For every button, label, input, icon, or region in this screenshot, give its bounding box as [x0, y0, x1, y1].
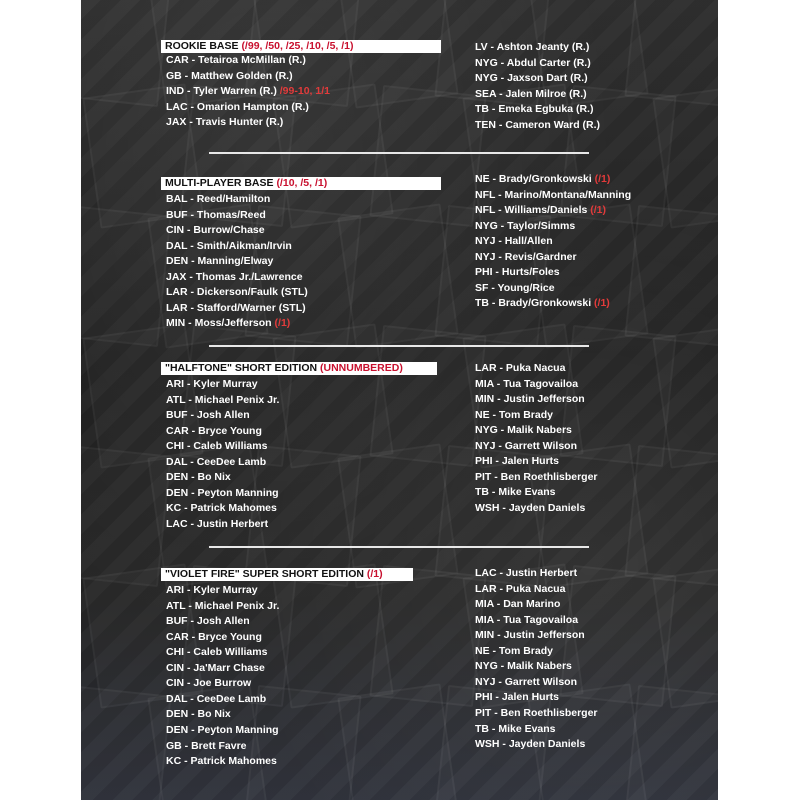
checklist-entry-print-run: (/1) — [274, 317, 291, 330]
checklist-entry — [166, 439, 267, 455]
checklist-entry — [475, 361, 565, 377]
checklist-entry — [475, 423, 572, 439]
checklist-entry-text: LAR - Dickerson/Faulk (STL) — [166, 286, 308, 299]
background-card-image — [624, 205, 718, 347]
checklist-entry-text: CIN - Ja'Marr Chase — [166, 661, 265, 674]
checklist-entry-text: CHI - Caleb Williams — [166, 440, 268, 453]
section-header — [161, 177, 441, 190]
checklist-entry — [166, 455, 266, 471]
checklist-entry — [475, 644, 553, 660]
checklist-entry — [475, 219, 575, 235]
checklist-entry — [475, 87, 587, 103]
checklist-entry-text: LAR - Puka Nacua — [475, 362, 566, 374]
checklist-entry — [166, 53, 306, 69]
checklist-entry-text: IND - Tyler Warren (R.) — [166, 85, 280, 98]
checklist-entry-text: MIN - Moss/Jefferson — [166, 317, 275, 330]
checklist-entry — [475, 706, 598, 722]
checklist-entry-text: JAX - Thomas Jr./Lawrence — [166, 270, 303, 283]
checklist-entry-text: NYG - Jaxson Dart (R.) — [475, 72, 588, 85]
checklist-entry — [166, 599, 279, 615]
checklist-entry — [166, 630, 262, 646]
checklist-entry — [475, 613, 578, 629]
checklist-entry — [166, 754, 277, 770]
checklist-entry — [166, 223, 265, 239]
checklist-entry-text: PHI - Jalen Hurts — [475, 455, 560, 468]
checklist-entry — [166, 614, 250, 630]
checklist-entry — [475, 265, 560, 281]
checklist-entry-text: BAL - Reed/Hamilton — [166, 193, 271, 205]
checklist-entry — [475, 659, 572, 675]
checklist-entry-text: DAL - CeeDee Lamb — [166, 692, 267, 705]
checklist-entry — [475, 40, 589, 56]
checklist-entry — [166, 408, 250, 424]
checklist-entry — [475, 454, 559, 470]
checklist-entry — [475, 250, 577, 266]
checklist-entry-print-run: (/1) — [594, 297, 610, 310]
checklist-entry — [166, 739, 247, 755]
checklist-entry — [475, 439, 577, 455]
background-card-image — [624, 685, 718, 800]
checklist-entry-print-run: /99-10, 1/1 — [279, 85, 330, 98]
checklist-entry — [166, 69, 293, 85]
checklist-entry-text: ATL - Michael Penix Jr. — [166, 393, 280, 406]
checklist-entry — [166, 707, 231, 723]
checklist-entry — [166, 377, 258, 393]
checklist-entry-text: ARI - Kyler Murray — [166, 378, 258, 390]
section-header — [161, 40, 441, 53]
background-card-image — [624, 445, 718, 587]
checklist-entry-text: CAR - Bryce Young — [166, 424, 262, 437]
checklist-entry-text: DEN - Bo Nix — [166, 708, 231, 721]
checklist-entry-text: NE - Tom Brady — [475, 408, 553, 421]
checklist-entry-text: DEN - Manning/Elway — [166, 255, 274, 268]
checklist-entry — [166, 393, 279, 409]
checklist-entry-text: NYG - Malik Nabers — [475, 660, 572, 673]
checklist-entry-text: GB - Matthew Golden (R.) — [166, 69, 293, 82]
checklist-entry — [475, 188, 631, 204]
section-header-print-run: (/99, /50, /25, /10, /5, /1) — [241, 40, 354, 52]
checklist-entry-text: NYJ - Garrett Wilson — [475, 439, 578, 452]
checklist-entry — [475, 281, 555, 297]
checklist-entry — [166, 424, 262, 440]
checklist-entry-text: KC - Patrick Mahomes — [166, 502, 277, 515]
checklist-entry-text: BUF - Josh Allen — [166, 615, 250, 628]
checklist-entry-text: PIT - Ben Roethlisberger — [475, 470, 598, 483]
checklist-entry — [475, 172, 610, 188]
checklist-entry — [475, 722, 556, 738]
checklist-entry — [166, 676, 251, 692]
checklist-entry-text: DAL - CeeDee Lamb — [166, 455, 267, 468]
section-divider — [209, 152, 589, 154]
checklist-entry — [475, 296, 610, 312]
checklist-entry — [475, 102, 593, 118]
checklist-entry — [166, 84, 330, 100]
checklist-entry-text: CAR - Tetairoa McMillan (R.) — [166, 54, 306, 66]
section-header-print-run: (/1) — [366, 568, 383, 580]
section-divider — [209, 345, 589, 347]
checklist-entry — [475, 234, 553, 250]
checklist-entry-text: PIT - Ben Roethlisberger — [475, 706, 598, 719]
checklist-entry-text: NFL - Marino/Montana/Manning — [475, 188, 632, 201]
checklist-entry-text: LAR - Stafford/Warner (STL) — [166, 301, 306, 314]
checklist-entry-text: LV - Ashton Jeanty (R.) — [475, 41, 590, 53]
checklist-entry-text: TB - Emeka Egbuka (R.) — [475, 103, 594, 116]
checklist-entry — [475, 470, 598, 486]
checklist-entry-text: CAR - Bryce Young — [166, 630, 262, 643]
checklist-entry — [166, 192, 270, 208]
checklist-entry-text: PHI - Hurts/Foles — [475, 266, 560, 279]
checklist-entry-text: MIN - Justin Jefferson — [475, 629, 585, 642]
checklist-entry-text: DEN - Bo Nix — [166, 471, 231, 484]
checklist-entry-text: NYG - Abdul Carter (R.) — [475, 56, 591, 69]
section-divider — [209, 546, 589, 548]
section-header — [161, 568, 413, 581]
checklist-entry — [166, 517, 268, 533]
checklist-entry — [475, 377, 578, 393]
checklist-entry-text: PHI - Jalen Hurts — [475, 691, 560, 704]
checklist-entry-text: MIN - Justin Jefferson — [475, 393, 585, 406]
checklist-entry — [475, 118, 600, 134]
checklist-entry-print-run: (/1) — [590, 204, 606, 217]
checklist-entry-text: CHI - Caleb Williams — [166, 646, 268, 659]
checklist-entry-text: DEN - Peyton Manning — [166, 723, 279, 736]
checklist-entry-text: ATL - Michael Penix Jr. — [166, 599, 280, 612]
checklist-entry — [166, 100, 309, 116]
checklist-entry-text: NE - Brady/Gronkowski — [475, 173, 595, 185]
section-header-text: MULTI-PLAYER BASE — [165, 177, 277, 189]
checklist-entry — [475, 628, 585, 644]
checklist-entry-text: SF - Young/Rice — [475, 281, 555, 294]
section-header-text: "VIOLET FIRE" SUPER SHORT EDITION — [165, 568, 367, 580]
checklist-entry-text: CIN - Burrow/Chase — [166, 224, 265, 237]
checklist-entry — [166, 645, 267, 661]
checklist-entry-text: JAX - Travis Hunter (R.) — [166, 116, 284, 129]
section-header-print-run: (UNNUMBERED) — [320, 362, 403, 374]
checklist-entry-text: BUF - Josh Allen — [166, 409, 250, 422]
checklist-entry-text: NE - Tom Brady — [475, 644, 553, 657]
section-header-text: "HALFTONE" SHORT EDITION — [165, 362, 321, 374]
checklist-entry-text: MIA - Dan Marino — [475, 598, 561, 611]
checklist-entry-text: NYJ - Garrett Wilson — [475, 675, 578, 688]
checklist-entry — [166, 208, 266, 224]
checklist-entry — [475, 408, 553, 424]
checklist-entry — [475, 675, 577, 691]
checklist-entry — [475, 582, 565, 598]
checklist-entry-text: LAR - Puka Nacua — [475, 582, 566, 595]
checklist-entry-text: MIA - Tua Tagovailoa — [475, 613, 579, 626]
checklist-entry — [166, 501, 277, 517]
checklist-entry — [166, 239, 292, 255]
checklist-entry — [166, 470, 231, 486]
checklist-sheet — [81, 0, 718, 800]
checklist-entry-text: CIN - Joe Burrow — [166, 677, 252, 690]
checklist-entry — [475, 690, 559, 706]
checklist-entry — [166, 301, 306, 317]
checklist-entry-text: MIA - Tua Tagovailoa — [475, 377, 579, 390]
checklist-entry-text: LAC - Omarion Hampton (R.) — [166, 100, 309, 113]
checklist-entry-text: WSH - Jayden Daniels — [475, 738, 586, 751]
checklist-entry — [475, 203, 606, 219]
checklist-entry-text: SEA - Jalen Milroe (R.) — [475, 87, 587, 100]
checklist-entry — [166, 115, 283, 131]
checklist-entry — [166, 254, 273, 270]
checklist-entry-text: TB - Mike Evans — [475, 722, 556, 735]
section-header — [161, 362, 437, 375]
section-header-print-run: (/10, /5, /1) — [276, 177, 328, 189]
checklist-entry — [166, 285, 308, 301]
section-header-text: ROOKIE BASE — [165, 40, 242, 52]
checklist-entry-text: BUF - Thomas/Reed — [166, 208, 266, 221]
checklist-entry — [166, 270, 303, 286]
checklist-entry-text: TB - Mike Evans — [475, 486, 556, 499]
checklist-entry-text: NYG - Malik Nabers — [475, 424, 572, 437]
checklist-entry-text: DAL - Smith/Aikman/Irvin — [166, 239, 292, 252]
checklist-entry-print-run: (/1) — [594, 173, 611, 185]
checklist-entry — [475, 566, 577, 582]
checklist-entry-text: KC - Patrick Mahomes — [166, 755, 277, 768]
checklist-entry-text: NYG - Taylor/Simms — [475, 219, 576, 232]
checklist-entry-text: NYJ - Revis/Gardner — [475, 250, 577, 263]
checklist-entry-text: TB - Brady/Gronkowski — [475, 297, 595, 310]
checklist-entry — [475, 501, 585, 517]
checklist-entry-text: NFL - Williams/Daniels — [475, 204, 591, 217]
checklist-entry — [166, 692, 266, 708]
checklist-entry — [166, 486, 279, 502]
checklist-entry-text: GB - Brett Favre — [166, 739, 247, 752]
checklist-entry-text: LAC - Justin Herbert — [475, 567, 578, 579]
checklist-entry-text: LAC - Justin Herbert — [166, 517, 269, 530]
checklist-entry — [475, 71, 588, 87]
checklist-entry-text: WSH - Jayden Daniels — [475, 501, 586, 514]
checklist-entry — [475, 485, 556, 501]
checklist-entry — [475, 597, 560, 613]
checklist-entry — [166, 316, 290, 332]
checklist-entry — [475, 56, 591, 72]
checklist-entry — [475, 737, 585, 753]
checklist-entry-text: ARI - Kyler Murray — [166, 584, 258, 596]
checklist-entry — [166, 723, 279, 739]
checklist-entry — [475, 392, 585, 408]
checklist-entry-text: TEN - Cameron Ward (R.) — [475, 118, 601, 131]
checklist-entry — [166, 583, 258, 599]
checklist-entry-text: NYJ - Hall/Allen — [475, 235, 553, 248]
checklist-entry — [166, 661, 265, 677]
checklist-entry-text: DEN - Peyton Manning — [166, 486, 279, 499]
